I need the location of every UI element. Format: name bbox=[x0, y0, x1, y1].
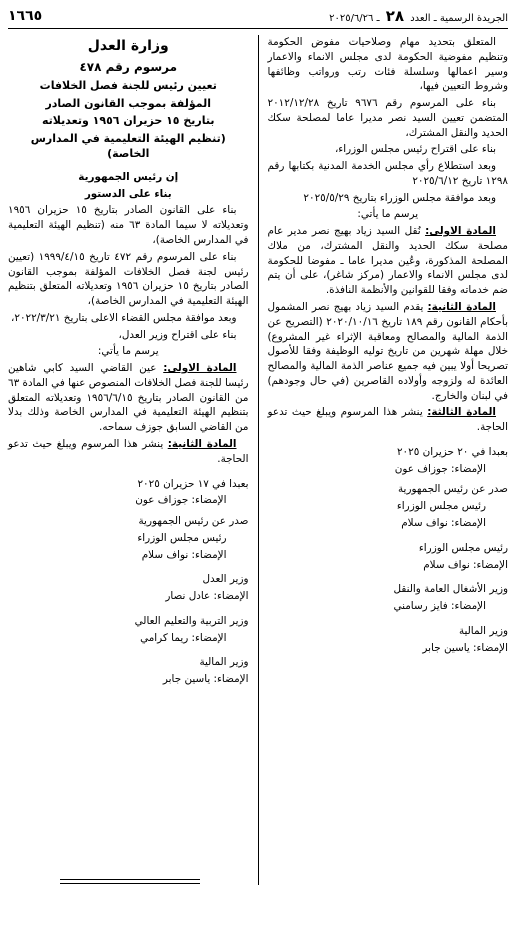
columns bbox=[8, 35, 508, 885]
page-header bbox=[8, 6, 508, 29]
subject-line: (تنظيم الهيئة التعليمية في المدارس الخاصة) bbox=[30, 131, 226, 161]
preamble-heading: إن رئيس الجمهورية bbox=[78, 170, 179, 183]
article-text: عين القاضي السيد كابي شاهين رئيسا للجنة فصل الخلافات المنصوص عنها في المادة ٦٣ من القانون الصادر بتاريخ ١٩٥٦/٦/١٥ وتعديلاته المتعلق بتنظيم الهيئة التعليمية في المدارس الخاصة وذلك بدلا من القاضي السابق جوزف سماحه. bbox=[8, 362, 249, 434]
ministry-title: وزارة العدل bbox=[87, 38, 169, 54]
article-1 bbox=[8, 361, 249, 435]
paragraph: المتعلق بتحديد مهام وصلاحيات مفوض الحكومة وتنظيم مفوضية الحكومة لدى مجلس الانماء والاعمار وسير اعمالها وسلسلة فئات رتب ورواتب وظائفها وشروط التعيين فيها، bbox=[267, 36, 508, 93]
official-title: وزير المالية bbox=[458, 624, 508, 637]
subject-line: تعيين رئيس للجنة فصل الخلافات bbox=[39, 78, 217, 92]
right-column bbox=[264, 35, 509, 885]
official-title: رئيس مجلس الوزراء bbox=[137, 531, 227, 544]
signing-date: بعبدا في ١٧ حزيران ٢٠٢٥ bbox=[137, 477, 249, 490]
signature: الإمضاء: ريما كرامي bbox=[140, 631, 227, 644]
paragraph: بناء على المرسوم رقم ٤٧٢ تاريخ ١٩٩٩/٤/١٥ (تعيين رئيس لجنة فصل الخلافات المؤلفة بموجب القانون الصادر بتاريخ ١٥ حزيران ١٩٥٦ وتعديلاته المتعلق بتنظيم الهيئة التعليمية في المدارس الخاصة)، bbox=[8, 250, 249, 308]
article-text: نُقل السيد زياد بهيج نصر مدير عام مصلحة سكك الحديد والنقل المشترك، من ملاك المصلحة المذكورة، وعُين مديرا عاما ـ مفوضا للحكومة لدى مجلس الانماء والاعمار (مركز شاغر)، على أن يتم ضم خدماته وفقا للقوانين والأنظمة النافذة. bbox=[267, 225, 508, 297]
signature: الإمضاء: نواف سلام bbox=[141, 548, 227, 561]
journal-name: الجريدة الرسمية ـ العدد bbox=[410, 13, 508, 25]
decree-line: يرسم ما يأتي: bbox=[97, 345, 159, 358]
issue-number: ٢٨ bbox=[385, 7, 405, 26]
article-2 bbox=[268, 300, 509, 403]
article-label: المادة الثانية: bbox=[167, 437, 237, 450]
paragraph: وبعد موافقة مجلس القضاء الاعلى بتاريخ ٢٠٢٢/٣/٢١، bbox=[11, 311, 237, 324]
signature: الإمضاء: نواف سلام bbox=[401, 516, 486, 529]
signing-date: بعبدا في ٢٠ حزيران ٢٠٢٥ bbox=[396, 445, 508, 458]
issue-date: ـ ٢٠٢٥/٦/٢٦ bbox=[329, 13, 380, 25]
article-text: ينشر هذا المرسوم ويبلغ حيث تدعو الحاجة. bbox=[267, 406, 508, 434]
decree-line: يرسم ما يأتي: bbox=[357, 208, 419, 221]
signature: الإمضاء: ياسين جابر bbox=[162, 673, 249, 686]
official-title: وزير المالية bbox=[199, 656, 249, 669]
signature: الإمضاء: فايز رسامني bbox=[393, 600, 486, 613]
article-3 bbox=[268, 405, 509, 435]
signature: الإمضاء: عادل نصار bbox=[165, 590, 249, 603]
left-column bbox=[8, 35, 253, 885]
page-number: ١٦٦٥ bbox=[8, 8, 43, 25]
decree-number: مرسوم رقم ٤٧٨ bbox=[79, 59, 178, 74]
paragraph: بناء على اقتراح رئيس مجلس الوزراء، bbox=[334, 143, 496, 156]
article-2 bbox=[8, 437, 249, 467]
paragraph: وبعد موافقة مجلس الوزراء بتاريخ ٢٠٢٥/٥/٢٩ bbox=[303, 191, 496, 204]
paragraph: بناء على اقتراح وزير العدل، bbox=[118, 328, 237, 341]
end-rule bbox=[60, 879, 200, 884]
subject-line: بتاريخ ١٥ حزيران ١٩٥٦ وتعديلاته bbox=[42, 114, 215, 128]
article-label: المادة الاولى: bbox=[425, 225, 496, 238]
article-label: المادة الاولى: bbox=[163, 362, 237, 375]
official-title: وزير الأشغال العامة والنقل bbox=[393, 583, 508, 596]
paragraph: بناء على القانون الصادر بتاريخ ١٥ حزيران ١٩٥٦ وتعديلاته لا سيما المادة ٦٣ منه (تنظيم الهيئة التعليمية في المدارس الخاصة)، bbox=[8, 204, 249, 247]
issued-by: صدر عن رئيس الجمهورية bbox=[138, 515, 249, 528]
official-title: وزير التربية والتعليم العالي bbox=[134, 614, 249, 627]
signature: الإمضاء: جوزاف عون bbox=[135, 494, 227, 507]
article-text: ينشر هذا المرسوم ويبلغ حيث تدعو الحاجة. bbox=[8, 437, 249, 465]
article-text: يقدم السيد زياد بهيج نصر المشمول بأحكام القانون رقم ١٨٩ تاريخ ٢٠٢٠/١٠/١٦ (التصريح عن الذمة المالية والمصالح ومعاقبة الإثراء غير المشروع) خلال مهلة شهرين من تاريخ توليه الوظيفة وفقا للأصول تصريحا أولا يبين فيه جميع عناصر الذمة المالية والمصالح العائدة له ولزوجه وأولاده القاصرين (في حال وجودهم) في لبنان والخارج. bbox=[267, 301, 508, 402]
signature: الإمضاء: نواف سلام bbox=[423, 558, 508, 571]
journal-heading bbox=[329, 6, 508, 27]
paragraph: بناء على المرسوم رقم ٩٦٧٦ تاريخ ٢٠١٢/١٢/٢٨ المتضمن تعيين السيد نصر مديرا عاما لمصلحة سكك الحديد والنقل المشترك، bbox=[267, 97, 508, 139]
signature: الإمضاء: جوزاف عون bbox=[394, 462, 486, 475]
preamble-heading: بناء على الدستور bbox=[84, 187, 172, 200]
column-divider bbox=[258, 35, 259, 885]
article-1 bbox=[268, 224, 509, 298]
issued-by: صدر عن رئيس الجمهورية bbox=[397, 483, 508, 496]
paragraph: وبعد استطلاع رأي مجلس الخدمة المدنية بكتابها رقم ١٢٩٨ تاريخ ٢٠٢٥/٦/١٢ bbox=[267, 160, 508, 187]
official-title: رئيس مجلس الوزراء bbox=[396, 500, 486, 513]
official-title: رئيس مجلس الوزراء bbox=[418, 541, 508, 554]
article-label: المادة الثانية: bbox=[427, 301, 496, 314]
signature: الإمضاء: ياسين جابر bbox=[422, 641, 508, 654]
official-title: وزير العدل bbox=[202, 573, 249, 586]
subject-line: المؤلفة بموجب القانون الصادر bbox=[45, 96, 212, 110]
article-label: المادة الثالثة: bbox=[427, 406, 496, 419]
